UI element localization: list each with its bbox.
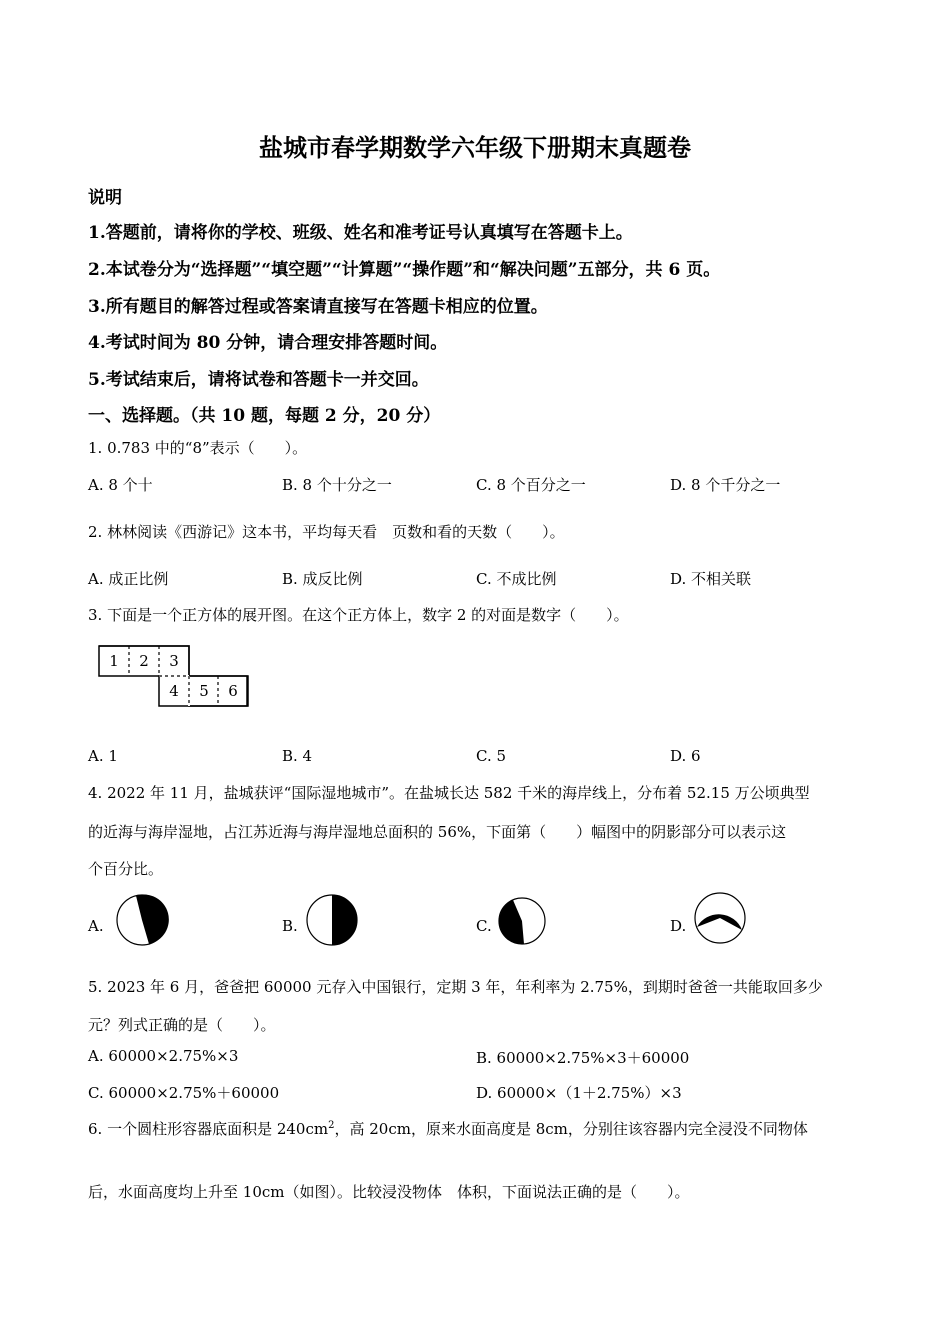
q1-option-c: C. 8 个百分之一 <box>476 476 586 494</box>
q1-option-a: A. 8 个十 <box>88 476 153 494</box>
q6-text-part-2: ，高 20cm，原来水面高度是 8cm，分别往该容器内完全浸没不同物体 <box>334 1120 808 1138</box>
q6-superscript: 2 <box>328 1120 335 1131</box>
q4-pie-c <box>496 895 550 949</box>
q4-pie-a <box>114 892 170 948</box>
question-3-stem: 3. 下面是一个正方体的展开图。在这个正方体上，数字 2 的对面是数字（ ）。 <box>88 606 629 624</box>
q1-option-b: B. 8 个十分之一 <box>282 476 392 494</box>
q2-option-d: D. 不相关联 <box>670 570 752 588</box>
instruction-3: 3.所有题目的解答过程或答案请直接写在答题卡相应的位置。 <box>88 297 548 317</box>
q4-option-c-label: C. <box>476 917 492 935</box>
q4-pie-d <box>692 890 748 946</box>
q5-option-b: B. 60000×2.75%×3＋60000 <box>476 1049 690 1067</box>
instructions-heading: 说明 <box>88 188 122 208</box>
q5-option-d: D. 60000×（1＋2.75%）×3 <box>476 1084 682 1102</box>
question-5-line-2: 元？列式正确的是（ ）。 <box>88 1016 276 1034</box>
q5-option-c: C. 60000×2.75%＋60000 <box>88 1084 280 1102</box>
q4-pie-b <box>304 892 360 948</box>
question-4-line-3: 个百分比。 <box>88 860 164 878</box>
q2-option-c: C. 不成比例 <box>476 570 557 588</box>
cube-net-figure <box>98 645 250 708</box>
net-face-1: 1 <box>109 652 119 670</box>
question-6-line-2: 后，水面高度均上升至 10cm（如图）。比较浸没物体 体积，下面说法正确的是（ ）。 <box>88 1183 690 1201</box>
q2-option-a: A. 成正比例 <box>88 570 169 588</box>
q5-option-a: A. 60000×2.75%×3 <box>88 1047 239 1065</box>
net-face-6: 6 <box>228 682 238 700</box>
net-face-3: 3 <box>169 652 179 670</box>
instruction-5: 5.考试结束后，请将试卷和答题卡一并交回。 <box>88 370 429 390</box>
instruction-1: 1.答题前，请将你的学校、班级、姓名和准考证号认真填写在答题卡上。 <box>88 223 633 243</box>
instruction-2: 2.本试卷分为“选择题”“填空题”“计算题”“操作题”和“解决问题”五部分，共 6 页。 <box>88 260 721 280</box>
net-face-4: 4 <box>169 682 179 700</box>
q4-option-b-label: B. <box>282 917 298 935</box>
q3-option-a: A. 1 <box>88 747 118 765</box>
question-1-stem: 1. 0.783 中的“8”表示（ ）。 <box>88 439 308 457</box>
instruction-4: 4.考试时间为 80 分钟，请合理安排答题时间。 <box>88 333 448 353</box>
q2-option-b: B. 成反比例 <box>282 570 363 588</box>
question-6-line-1 <box>88 1118 808 1139</box>
q1-option-d: D. 8 个千分之一 <box>670 476 781 494</box>
question-2-stem: 2. 林林阅读《西游记》这本书，平均每天看 页数和看的天数（ ）。 <box>88 523 565 541</box>
question-4-line-2: 的近海与海岸湿地，占江苏近海与海岸湿地总面积的 56%，下面第（ ）幅图中的阴影部分可以表示这 <box>88 823 787 841</box>
net-face-2: 2 <box>139 652 149 670</box>
q3-option-d: D. 6 <box>670 747 701 765</box>
page-title: 盐城市春学期数学六年级下册期末真题卷 <box>259 133 691 162</box>
question-5-line-1: 5. 2023 年 6 月，爸爸把 60000 元存入中国银行，定期 3 年，年利率为 2.75%，到期时爸爸一共能取回多少 <box>88 978 823 996</box>
q4-option-d-label: D. <box>670 917 687 935</box>
q6-text-part-1: 6. 一个圆柱形容器底面积是 240cm <box>88 1120 329 1138</box>
question-4-line-1: 4. 2022 年 11 月，盐城获评“国际湿地城市”。在盐城长达 582 千米的海岸线上，分布着 52.15 万公顷典型 <box>88 784 810 802</box>
q4-option-a-label: A. <box>88 917 104 935</box>
section-heading: 一、选择题。（共 10 题，每题 2 分，20 分） <box>88 406 441 426</box>
net-face-5: 5 <box>199 682 209 700</box>
q3-option-c: C. 5 <box>476 747 507 765</box>
q3-option-b: B. 4 <box>282 747 313 765</box>
